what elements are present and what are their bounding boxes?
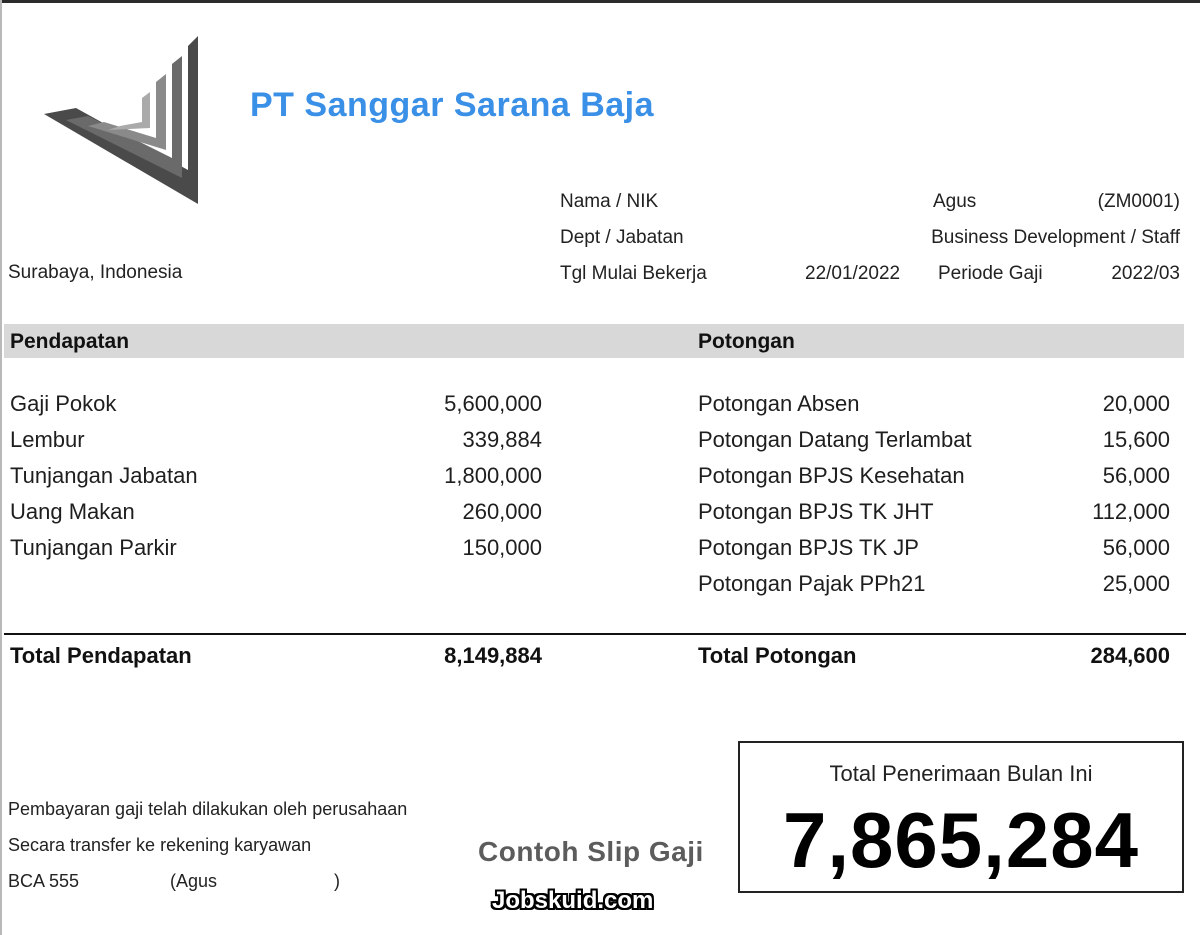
earning-label: Gaji Pokok [10,391,117,416]
net-pay-label: Total Penerimaan Bulan Ini [829,761,1093,786]
name-label: Nama / NIK [560,191,659,212]
section-header-band [4,324,1184,358]
company-logo [36,32,206,208]
net-pay-box [738,741,1184,893]
deduction-amount: 56,000 [1102,535,1170,560]
start-date: 22/01/2022 [805,263,901,284]
earning-label: Tunjangan Parkir [10,535,177,560]
deduction-amount: 20,000 [1102,391,1170,416]
employee-name: Agus [933,191,977,212]
dept-label: Dept / Jabatan [560,227,684,248]
account-holder: (Agus [170,871,218,891]
totals-divider [4,633,1186,635]
deduction-label: Potongan Datang Terlambat [698,427,972,452]
total-earnings-value: 8,149,884 [444,643,542,668]
deduction-amount: 15,600 [1102,427,1170,452]
deduction-label: Potongan BPJS Kesehatan [698,463,965,488]
deduction-label: Potongan BPJS TK JHT [698,499,934,524]
period-label: Periode Gaji [938,263,1043,284]
top-border [0,0,1200,3]
deduction-amount: 56,000 [1102,463,1170,488]
bank-account: BCA 555 [8,871,80,891]
pay-period: 2022/03 [1111,263,1180,284]
total-deductions-label: Total Potongan [698,643,857,668]
total-deductions-value: 284,600 [1090,643,1170,668]
company-name: PT Sanggar Sarana Baja [250,86,655,124]
account-holder-close: ) [334,871,340,891]
earning-label: Tunjangan Jabatan [10,463,198,488]
earning-label: Lembur [10,427,85,452]
employee-dept: Business Development / Staff [931,227,1180,248]
deduction-label: Potongan BPJS TK JP [698,535,919,560]
deduction-amount: 112,000 [1092,499,1170,524]
earnings-heading: Pendapatan [10,330,130,353]
earning-amount: 339,884 [462,427,542,452]
left-border [0,0,2,935]
earning-amount: 260,000 [462,499,542,524]
earning-amount: 5,600,000 [444,391,542,416]
earning-amount: 150,000 [462,535,542,560]
watermark-title: Contoh Slip Gaji [478,836,704,867]
employee-nik: (ZM0001) [1097,191,1180,212]
watermark-site: Jobskuid.com [492,887,654,914]
company-location: Surabaya, Indonesia [8,262,183,283]
deductions-heading: Potongan [698,330,795,353]
deduction-amount: 25,000 [1102,571,1170,596]
total-earnings-label: Total Pendapatan [10,643,192,668]
earning-label: Uang Makan [10,499,135,524]
start-date-label: Tgl Mulai Bekerja [560,263,707,284]
earning-amount: 1,800,000 [444,463,542,488]
payment-note-2: Secara transfer ke rekening karyawan [8,835,312,855]
deduction-label: Potongan Absen [698,391,860,416]
payment-note-1: Pembayaran gaji telah dilakukan oleh perusahaan [8,799,408,819]
deduction-label: Potongan Pajak PPh21 [698,571,926,596]
net-pay-value: 7,865,284 [782,796,1139,884]
